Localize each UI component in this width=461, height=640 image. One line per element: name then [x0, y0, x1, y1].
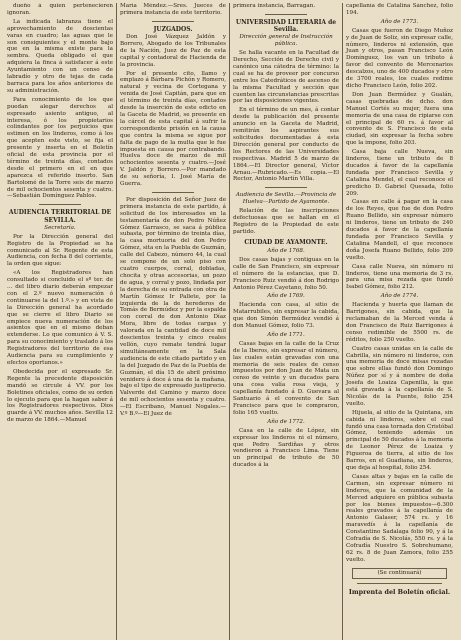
paragraph: Se halla vacante en la Facultad de Derecho, Sección de Derecho civil y canónico una cátedra de término: la cual se ha de proveer por concurso entre los Catedráticos de ascenso de la misma Facultad y sección que cuenten las circunstancias prescritas por las disposiciones vigentes.	[233, 50, 339, 105]
section-heading: CIUDAD DE AYAMONTE.	[244, 238, 328, 246]
paragraph: Casas que fueron de Diego Muñoz y de Juan de Soliz, sin expresar calle, número, linderos ni extensión, que Juan y otros, pasan Francisco León Domínguez, los van un tributo á favor del convento de Mercenarios descalzos, uno de 400 ducados y otro de 3700 reales, los cuales redime dicho Francisco León, folio 202.	[346, 27, 453, 89]
paragraph: Por la Dirección general del Registro de la Propiedad se ha comunicado al Sr. Regente de esta Audiencia, con fecha 8 del corriente, la orden que sigue:	[7, 233, 113, 268]
section-divider	[357, 583, 443, 584]
year-heading: Año de 1772.	[267, 418, 305, 425]
continuation-note: (Se continuará)	[352, 568, 447, 579]
text-column	[343, 3, 456, 640]
section-heading: JUZGADOS.	[153, 25, 193, 33]
paragraph: «A los Registradores han consultado si concluido el sº ter. de ... del libro diario deberán empezar con el 2.º nuevo numeración ó continuarse la del 1.º.» y en vista de la Dirección general ha acordado que se cierre el libro Diario se empiece nueva numeración de los asientos que en el mismo deban extenderse. Lo que comunico á V. S. para su conocimiento y traslado á los Registradores del territorio de esa Audiencia para su cumplimiento y efectos oportunos.»	[7, 270, 113, 366]
year-heading: Año de 1773.	[380, 18, 419, 25]
paragraph: Hacienda con casa, al sitio de Matarrubiles, sin expresar la cabida, que don Simón Bermúdez vendió á don Manuel Gómez, folio 73.	[233, 302, 339, 330]
section-divider	[265, 14, 307, 15]
paragraph: Casa en la calle de López, sin expresar los linderos ni el número, que Pedro Sardiñas y otros vendieron á Francisco Lima. Tiene un principal de tributo de 50 ducados á la	[233, 427, 339, 469]
paragraph: Por disposición del Señor Juez de primera instancia de este partido, á solicitud de los interesados en la testamentaría de don Pedro Núñez Gómez Garrasco, se saca á pública subasta, por término de treinta días, la casa mortuoria del don Pedro Gómez, sita en la Puebla de Guzmán, calle del Cabezo, número 44, la cual se compone de un solo piso con cuatro cuerpos, corral, dobladas, chocita y otras accesorias, un pozo de agua, y corral y pozo, lindada por la derecha de su entrada con otra de Martín Gómez Ir Pallete, por la izquierda de la de herederos de Tomás de Bermúdez y por la espalda con corral de don Antonio Díaz Mora, libre de todas cargas y valorada en la cantidad de doce mil doscientos treinta y cinco reales vellón, cuyo remate tendrá lugar simultáneamente en la Sala audiencia de este citado partido y en la del Juzgado de Paz de la Puebla de Guzmán, el día 15 de abril próximo venidero á doce á una de la mañana, bajo el tipo de expresado justiprecio. Valverde del Camino y marzo doce de mil ochocientos sesenta y cuatro. —El Escribano, Manuel Nogales.—V.º B.º—El Juez de	[120, 196, 226, 418]
paragraph: Casa baja calle Nueva, sin linderos, tiene un tributo de 8 ducados á favor de la capellanía fundada por Francisco Sevilla y Catalina Mendel, el cual reconoce el predicho D. Gabriel Quesada, folio 209.	[346, 149, 453, 197]
paragraph: Por el presente cito, llamo y emplazo á Bárbara Pichón y Romero, natural y vecina de Cortegana y venida de José Capitán, para que en el término de treinta días, contados desde la inserción de este edicto en la Gaceta de Madrid, se presente en la cárcel de esta capital á sufrir la correspondiente prisión en la causa que contra la misma se sigue por falta de pago de la multa que le fue impuesta en causa por contrabando. Huelva doce de marzo de mil ochocientos sesenta y cuatro.—José V. Jaldón y Borrero.—Por mandado de su señoría, I. José María de Guerra.	[120, 70, 226, 188]
paragraph: Don José Vázquez Jaldón y Borrero, Abogado de los Tribunales de la Nación, Juez de Paz de esta capital y contadoral de Hacienda de la provincia.	[120, 34, 226, 68]
paragraph: Casa calle Nueva, sin número ni linderos, tiene una memoria de 3 rs. para una misa rezada que fundó Isabel Gómez, folio 212.	[346, 263, 453, 291]
year-heading: Año de 1774.	[380, 293, 419, 300]
section-subheading: Dirección general de Instrucción pública.	[239, 34, 333, 48]
year-heading: Año de 1771.	[267, 331, 305, 338]
paragraph: Casas en calle á pagar en la casa de los Reyes, que fue de don Pedro Ruano Bellido, sin expresar número ni linderos, tiene un tributo de 240 ducados á favor de la capellanía fundada por Francisco Sevilla y Catalina Mandell, el que reconoce doña Josefa Ruano Bellido, folio 209 vuelto.	[346, 199, 453, 261]
text-column	[230, 3, 343, 640]
paragraph: Dos casas bajas y contiguas en la calle de San Francisco, sin expresar el número de la estancias, que D. Francisco Ruiz vendió á don Rodrigo Antonio Pérez Cayetano, folio 50.	[233, 256, 339, 291]
year-heading: Año de 1769.	[267, 293, 305, 300]
paragraph: dueño á quien pertenecieren ignoran.	[7, 3, 113, 16]
section-divider	[152, 21, 194, 22]
printer-imprint: Imprenta del Boletín oficial.	[348, 587, 451, 596]
section-divider	[39, 204, 81, 205]
paragraph: capellanía de Catalina Sánchez, folio 194.	[346, 3, 453, 16]
paragraph: En el término de un mes, á contar desde la publicación del presente anuncio en la Gaceta de Madrid, remitirán los aspirantes sus solicitudes documentadas á esta Dirección general por conducto de los Rectores de las Universidades respectivas. Madrid 5 de marzo de 1864.—El Director general, Víctor Arnau.—Rubricado.—Es copia.—El Rector, Antonio Martín Villa.	[233, 107, 339, 183]
paragraph: María Méndez.—Sres. Jueces de primera instancia de este territorio.	[120, 3, 226, 16]
paragraph: Obedecida por el expresado Sr. Regente la precedente disposición mandó se circule á VV. por los Boletines oficiales, como de su orden lo ejecuto para que la hagan saber á los Registradores respectivos. Dios guarde á VV. muchos años. Sevilla 12 de marzo de 1864.—Manuel	[7, 368, 113, 424]
section-divider	[152, 192, 194, 193]
year-heading: Año de 1768.	[267, 247, 305, 254]
paragraph: Casas altas y bajas en la calle de Carmen, sin expresar número ni linderos, que la comunidad de la Merced adquiere en pública subasta por los bienes impuestos—6.300 reales gravados á la capellanía de Antonio Galaser, 574 rs. y 16 maravedís á la capellanía de Constantino Sadalaga folio 90, y á la Cofradía de S. Nicolás, 550 rs. y á la Cofradía Nuestro S. Sobrehumano, 62 rs. 8 de Juan Zamora, folio 255 vuelto.	[346, 473, 453, 563]
text-column	[4, 3, 117, 640]
section-heading: AUDIENCIA TERRITORIAL DE SEVILLA.	[8, 209, 112, 224]
section-subheading: Audiencia de Sevilla.—Provincia de Huelva—Partido de Ayamonte.	[235, 192, 337, 206]
section-subheading: Secretaría.	[44, 224, 76, 231]
paragraph: primera instancia, Barragan.	[233, 3, 316, 9]
text-column	[117, 3, 230, 640]
paragraph: Hacienda y huerta que llaman de Barrigones, sin cabida, que la reclamaban de la Merced venda á don Francisco de Ruiz Barrigones á censo redimible de 5500 rs. de réditos, folio 250 vuelto.	[346, 302, 453, 343]
section-heading: UNIVERSIDAD LITERARIA de Sevilla.	[235, 18, 337, 34]
paragraph: Don Juan Bermúdez y Gualán, casas quebradas de dcho. don Manuel Cortés su mujer, fuera una memoria de una casa de ripiarse con el principal de 60 rs. á favor al convento de S. Francisco de esta ciudad, sin expresar la fecha sobre que la impone, folio 203.	[346, 91, 453, 147]
paragraph: La indicada labranza tiene el aprovechamiento de doscientas varas en cuadro; las aguas que le son consiguientes y el monte bajo que en la misma existe para la sembra. Queda obligado el que adquiera la finca á satisfacer á este Ayuntamiento con un censo de labradío y otro de tejas de cada barraca para los años anteriores de su administración.	[7, 18, 113, 94]
paragraph: Para conocimiento de los que puedan alegar derechos al espresado asiento antiguo, al interesa, ó los propietarios colindantes por los perjuicios que estimen en los linderos, como á los que acepten este visto, se fija el presente y inserta en el Boletín oficial de esta provincia por el término de treinta días, contados desde el primero en el en que aparezca el referido inserto. San Bartolomé de la Torre seis de marzo de mil ochocientos sesenta y cuatro.—Sebastián Domínguez Pablos.	[7, 96, 113, 200]
paragraph: Hijuela, al sitio de la Quintana, sin cabida ni linderos, sobre el cual fundó una casa tornada don Cristóbal Gómez, teniendo además un principal de 50 ducados á la memoria de Leonor Pérez de Loaiza y Figueroa de tierra, al sitio de los Barros, en el Guadiana, sin linderos, que deja al hospital, folio 254.	[346, 409, 453, 471]
paragraph: Casas bajas en la calle de la Cruz de la Iberos, sin expresar el número, las cuales están gravadas con una memoria de seis reales de censo impuestos por don Juan de Mata un censo de veinte y un ducados para una cosa valía rosa vieja, y capellanía fundado á D. Guevara al Santuario á el convento de San Francisco para que le compraron, folio 165 vuelto.	[233, 340, 339, 416]
paragraph: Relación de las inscripciones defectuosas que se hallan en el Registro de la Propiedad de este partido.	[233, 208, 339, 235]
section-divider	[265, 187, 307, 188]
paragraph: Cuatro casas unidas en la calle de Cabrilla, sin número ni linderos, con una memoria de doce misas rezadas que sobre ellas fundó don Domingo Núñez por sí y á nombre de doña Josefa de Loaiza Capenilla, la que está gravada á la capellanía de S. Nicolás de la Puente, folio 254 vuelto.	[346, 345, 453, 407]
